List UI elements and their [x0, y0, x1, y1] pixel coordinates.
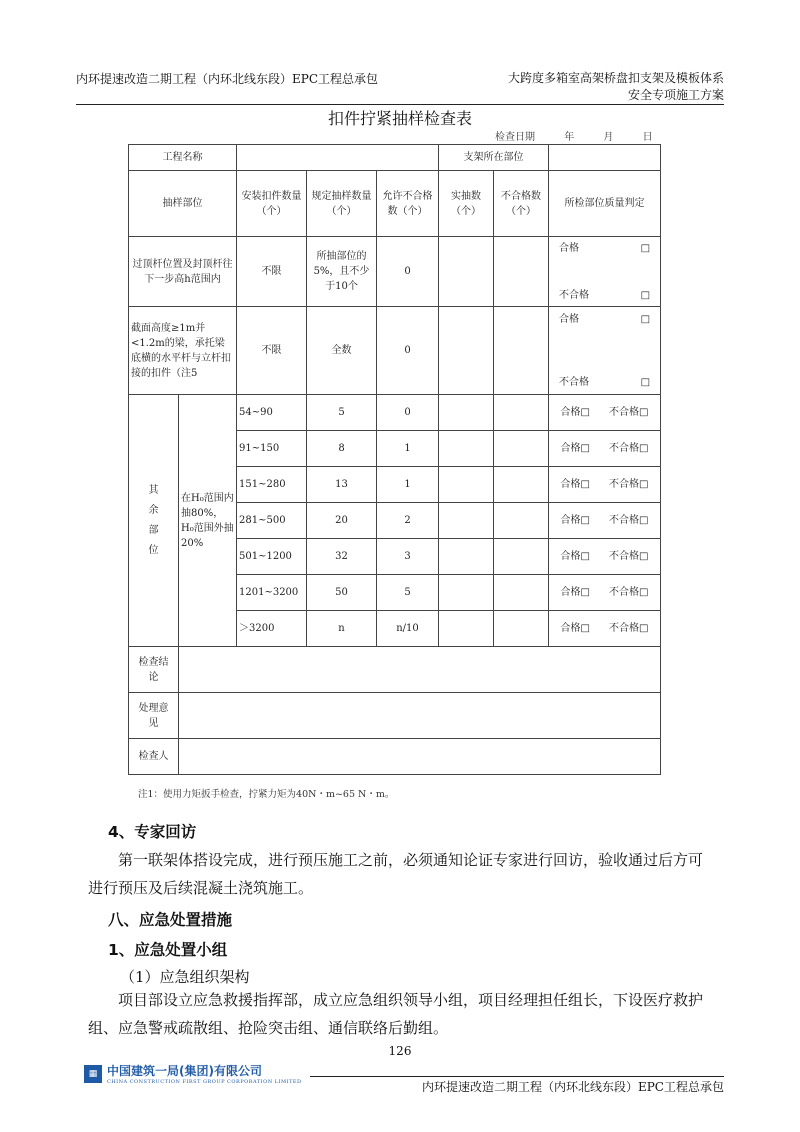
company-logo-icon: ▦	[84, 1065, 102, 1083]
rest-fail	[494, 575, 549, 611]
pass-label: 合格	[560, 407, 581, 418]
row2-required: 全数	[307, 307, 377, 395]
checkbox-icon[interactable]: □	[640, 289, 651, 301]
rest-range: 501~1200	[237, 539, 307, 575]
fail-label: 不合格	[609, 407, 640, 418]
col-quality-judge: 所检部位质量判定	[549, 171, 661, 237]
row2-allow: 0	[377, 307, 439, 395]
rest-fail	[494, 539, 549, 575]
header-plan-title	[508, 70, 724, 104]
fail-label: 不合格	[559, 376, 590, 388]
rest-allow: n/10	[377, 611, 439, 647]
project-name-label: 工程名称	[129, 145, 237, 171]
rest-required: 32	[307, 539, 377, 575]
row1-quality	[549, 237, 661, 307]
fail-label: 不合格	[609, 623, 640, 634]
inspector-label: 检查人	[129, 739, 179, 775]
rest-required: 50	[307, 575, 377, 611]
rest-quality	[549, 575, 661, 611]
rest-required: 8	[307, 431, 377, 467]
rest-range: ＞3200	[237, 611, 307, 647]
date-year: 年	[564, 132, 575, 143]
date-day: 日	[642, 132, 653, 143]
handling-label: 处理意见	[129, 693, 179, 739]
row2-actual	[439, 307, 494, 395]
col-actual-count: 实抽数（个）	[439, 171, 494, 237]
rest-allow: 3	[377, 539, 439, 575]
rest-actual	[439, 503, 494, 539]
support-location-value	[549, 145, 661, 171]
footer-divider	[310, 1076, 724, 1077]
conclusion-label: 检查结论	[129, 647, 179, 693]
rest-required: 13	[307, 467, 377, 503]
rest-actual	[439, 431, 494, 467]
company-name-en: CHINA CONSTRUCTION FIRST GROUP CORPORATION LIMITED	[107, 1079, 302, 1085]
checkbox-icon[interactable]: □	[580, 479, 590, 490]
rest-quality	[549, 503, 661, 539]
fail-label: 不合格	[609, 587, 640, 598]
rest-required: n	[307, 611, 377, 647]
rest-required: 5	[307, 395, 377, 431]
section4-heading: 4、专家回访	[108, 823, 197, 841]
rest-sampling-rule: 在H₀范围内抽80%，H₀范围外抽20%	[179, 395, 237, 647]
rest-label-char: 位	[148, 544, 159, 556]
row1-fail	[494, 237, 549, 307]
subsection1-heading: （1）应急组织架构	[120, 968, 250, 986]
rest-fail	[494, 611, 549, 647]
section4-paragraph: 第一联架体搭设完成，进行预压施工之前，必须通知论证专家进行回访，验收通过后方可进行预压及后续混凝土浇筑施工。	[88, 851, 704, 897]
rest-fail	[494, 431, 549, 467]
date-label: 检查日期	[495, 132, 535, 143]
row1-allow: 0	[377, 237, 439, 307]
company-name: 中国建筑一局(集团)有限公司	[107, 1064, 262, 1078]
col-install-count: 安装扣件数量（个）	[237, 171, 307, 237]
checkbox-icon[interactable]: □	[639, 551, 649, 562]
inspection-date-row	[495, 128, 679, 143]
rest-label-char: 部	[148, 524, 159, 536]
rest-parts-label	[129, 395, 179, 647]
subsection1-paragraph: 项目部设立应急救援指挥部，成立应急组织领导小组，项目经理担任组长，下设医疗救护组、应急警戒疏散组、抢险突击组、通信联络后勤组。	[88, 991, 704, 1037]
fail-label: 不合格	[559, 289, 590, 301]
rest-required: 20	[307, 503, 377, 539]
row1-actual	[439, 237, 494, 307]
col-required-count: 规定抽样数量（个）	[307, 171, 377, 237]
handling-value[interactable]	[179, 693, 661, 739]
inspector-value[interactable]	[179, 739, 661, 775]
row2-part: 截面高度≥1m并<1.2m的梁，承托梁底横的水平杆与立杆扣接的扣件（注5	[129, 307, 237, 395]
project-name-value	[237, 145, 439, 171]
rest-range: 1201~3200	[237, 575, 307, 611]
checkbox-icon[interactable]: □	[640, 242, 651, 254]
checkbox-icon[interactable]: □	[639, 479, 649, 490]
checkbox-icon[interactable]: □	[639, 443, 649, 454]
rest-quality	[549, 467, 661, 503]
rest-range: 151~280	[237, 467, 307, 503]
pass-label: 合格	[560, 587, 581, 598]
page-number: 126	[388, 1044, 412, 1058]
checkbox-icon[interactable]: □	[580, 623, 590, 634]
checkbox-icon[interactable]: □	[640, 376, 651, 388]
support-location-label: 支架所在部位	[439, 145, 549, 171]
col-sample-part: 抽样部位	[129, 171, 237, 237]
rest-allow: 5	[377, 575, 439, 611]
rest-fail	[494, 503, 549, 539]
conclusion-value[interactable]	[179, 647, 661, 693]
header-plan-title-line1: 大跨度多箱室高架桥盘扣支架及模板体系	[507, 71, 724, 85]
pass-label: 合格	[560, 443, 581, 454]
rest-actual	[439, 575, 494, 611]
rest-actual	[439, 467, 494, 503]
rest-range: 281~500	[237, 503, 307, 539]
rest-quality	[549, 431, 661, 467]
fail-label: 不合格	[609, 551, 640, 562]
fastener-inspection-table	[128, 144, 661, 775]
rest-allow: 0	[377, 395, 439, 431]
row2-fail	[494, 307, 549, 395]
fail-label: 不合格	[609, 479, 640, 490]
footer-project: 内环提速改造二期工程（内环北线东段）EPC工程总承包	[421, 1080, 724, 1094]
rest-actual	[439, 611, 494, 647]
pass-label: 合格	[560, 515, 581, 526]
checkbox-icon[interactable]: □	[580, 515, 590, 526]
rest-fail	[494, 467, 549, 503]
chapter8-heading: 八、应急处置措施	[108, 911, 233, 929]
row1-required: 所抽部位的5%，且不少于10个	[307, 237, 377, 307]
table-note: 注1：使用力矩扳手检查，拧紧力矩为40N・m~65 N・m。	[138, 789, 395, 800]
checkbox-icon[interactable]: □	[580, 551, 590, 562]
row1-part: 过顶杆位置及封顶杆往下一步高h范围内	[129, 237, 237, 307]
rest-label-char: 其	[148, 484, 159, 496]
rest-quality	[549, 539, 661, 575]
checkbox-icon[interactable]: □	[639, 407, 649, 418]
col-allow-fail: 允许不合格数（个）	[377, 171, 439, 237]
rest-label-char: 余	[148, 504, 159, 516]
row2-install: 不限	[237, 307, 307, 395]
rest-actual	[439, 395, 494, 431]
rest-actual	[439, 539, 494, 575]
pass-label: 合格	[560, 479, 581, 490]
rest-allow: 1	[377, 467, 439, 503]
fail-label: 不合格	[609, 443, 640, 454]
row1-install: 不限	[237, 237, 307, 307]
checkbox-icon[interactable]: □	[639, 515, 649, 526]
header-divider	[76, 104, 724, 105]
rest-range: 91~150	[237, 431, 307, 467]
rest-quality	[549, 611, 661, 647]
checkbox-icon[interactable]: □	[580, 587, 590, 598]
checkbox-icon[interactable]: □	[639, 623, 649, 634]
company-logo	[84, 1062, 302, 1085]
section1-heading: 1、应急处置小组	[108, 941, 228, 959]
pass-label: 合格	[560, 623, 581, 634]
checkbox-icon[interactable]: □	[640, 313, 651, 325]
fail-label: 不合格	[609, 515, 640, 526]
pass-label: 合格	[559, 242, 580, 254]
header-plan-title-line2: 安全专项施工方案	[627, 88, 724, 102]
rest-allow: 1	[377, 431, 439, 467]
pass-label: 合格	[559, 313, 580, 325]
rest-fail	[494, 395, 549, 431]
checkbox-icon[interactable]: □	[580, 407, 590, 418]
rest-quality	[549, 395, 661, 431]
col-fail-count: 不合格数（个）	[494, 171, 549, 237]
checkbox-icon[interactable]: □	[639, 587, 649, 598]
date-month: 月	[603, 132, 614, 143]
header-project-title: 内环提速改造二期工程（内环北线东段）EPC工程总承包	[76, 72, 379, 86]
rest-allow: 2	[377, 503, 439, 539]
row2-quality	[549, 307, 661, 395]
pass-label: 合格	[560, 551, 581, 562]
checkbox-icon[interactable]: □	[580, 443, 590, 454]
table-title: 扣件拧紧抽样检查表	[327, 109, 472, 128]
rest-range: 54~90	[237, 395, 307, 431]
